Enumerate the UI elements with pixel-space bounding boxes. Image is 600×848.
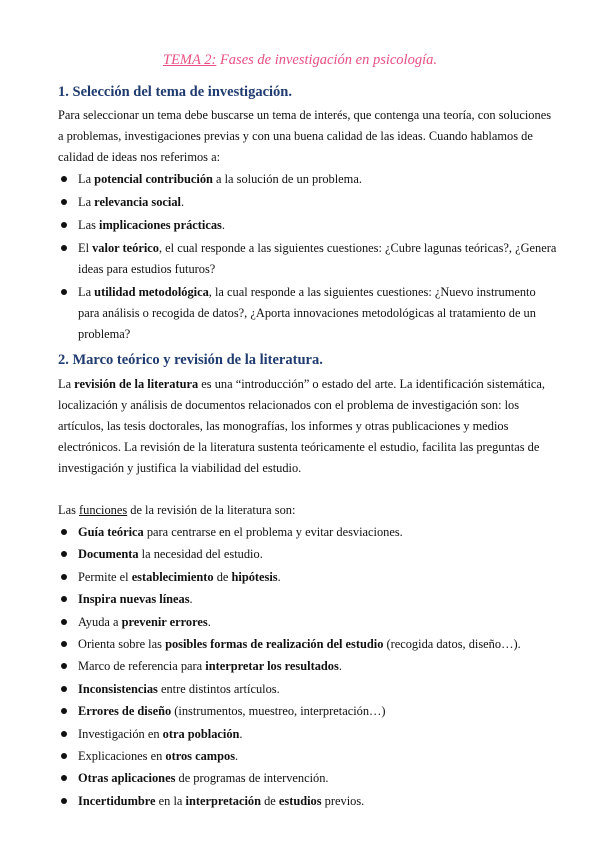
list-item: Orienta sobre las posibles formas de realización del estudio (recogida datos, diseño…). <box>58 634 558 655</box>
list-item: Inconsistencias entre distintos artículos. <box>58 679 558 700</box>
list-item: El valor teórico, el cual responde a las siguientes cuestiones: ¿Cubre lagunas teóricas?, ¿Genera ideas para estudios futuros? <box>58 238 558 280</box>
list-item: La relevancia social. <box>58 192 558 213</box>
list-item: Errores de diseño (instrumentos, muestreo, interpretación…) <box>58 701 558 722</box>
list-item: La utilidad metodológica, la cual responde a las siguientes cuestiones: ¿Nuevo instrumento para análisis o recogida de datos?, ¿Aporta innovaciones metodológicas al tratamiento de un problema? <box>58 282 558 345</box>
section1-intro: Para seleccionar un tema debe buscarse un tema de interés, que contenga una teoría, con soluciones a problemas, investigaciones previas y con una buena calidad de las ideas. Cuando hablamos de calidad de ideas nos referimos a: <box>58 108 552 164</box>
list-item: Documenta la necesidad del estudio. <box>58 544 558 565</box>
functions-list <box>58 522 558 813</box>
list-item: Marco de referencia para interpretar los resultados. <box>58 656 558 677</box>
section1-heading: 1. Selección del tema de investigación. <box>58 84 292 100</box>
list-item: Guía teórica para centrarse en el problema y evitar desviaciones. <box>58 522 558 543</box>
list-item: Ayuda a prevenir errores. <box>58 612 558 633</box>
list-item: Permite el establecimiento de hipótesis. <box>58 567 558 588</box>
list-item: Explicaciones en otros campos. <box>58 746 558 767</box>
section2-intro: La revisión de la literatura es una “introducción” o estado del arte. La identificación sistemática, localización y análisis de documentos relacionados con el problema de investigación son: los artículos, las tesis doctorales, las monografías, los informes y otras publicaciones y medios electrónicos. La revisión de la literatura sustenta teóricamente el estudio, facilita las preguntas de investigación y justifica la viabilidad del estudio. <box>58 377 545 475</box>
document-title <box>0 52 600 69</box>
functions-intro: Las funciones de la revisión de la literatura son: <box>58 503 296 517</box>
title-topic-number: TEMA 2: <box>163 52 217 68</box>
list-item: Inspira nuevas líneas. <box>58 589 558 610</box>
section2-heading: 2. Marco teórico y revisión de la literatura. <box>58 352 323 368</box>
section1-quality-list <box>58 169 558 347</box>
list-item: Las implicaciones prácticas. <box>58 215 558 236</box>
list-item: Investigación en otra población. <box>58 724 558 745</box>
title-text: Fases de investigación en psicología. <box>216 52 437 68</box>
list-item: Incertidumbre en la interpretación de estudios previos. <box>58 791 558 812</box>
list-item: La potencial contribución a la solución de un problema. <box>58 169 558 190</box>
list-item: Otras aplicaciones de programas de intervención. <box>58 768 558 789</box>
